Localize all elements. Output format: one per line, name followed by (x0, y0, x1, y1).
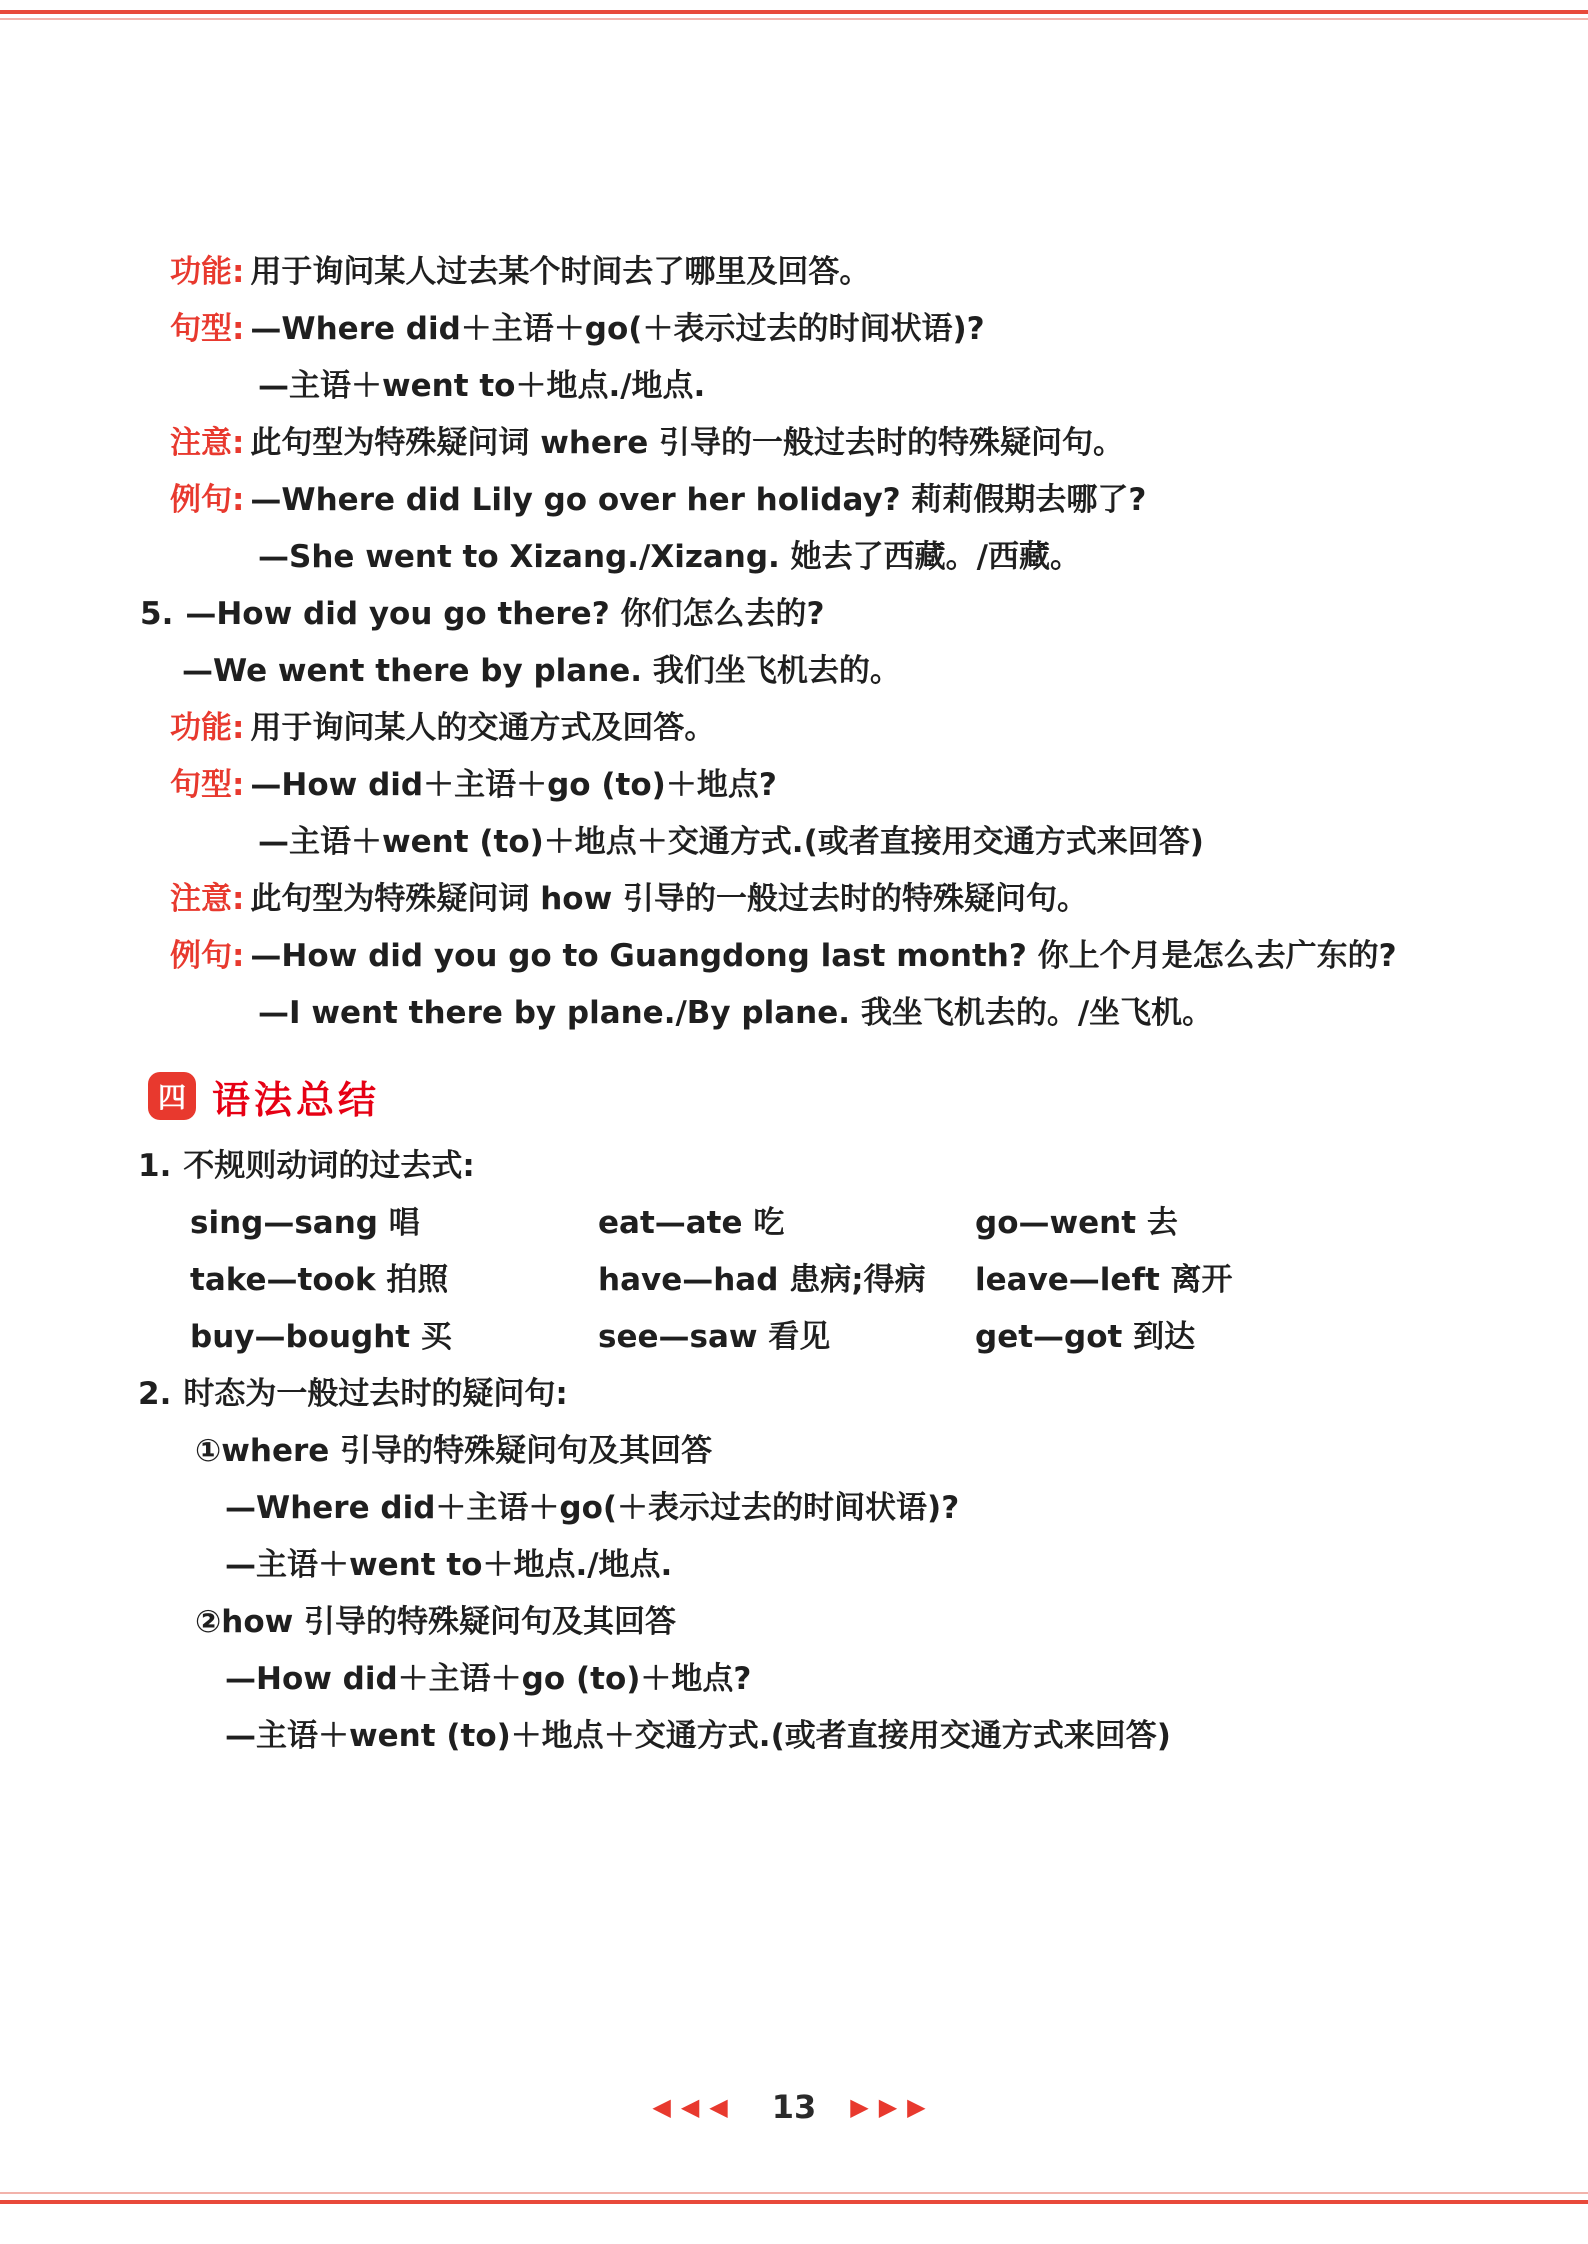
sentence-line (170, 871, 1558, 928)
line-text: —Where did＋主语＋go(＋表示过去的时间状语)? (225, 1490, 960, 1526)
sentence-line (170, 928, 1558, 985)
item-number: 1. (138, 1148, 172, 1184)
right-arrows-icon: ▶▶▶ (850, 2093, 936, 2121)
verb-cell: buy—bought 买 (190, 1319, 452, 1355)
sentence-line (182, 643, 1558, 700)
grammar-subline (195, 1423, 1558, 1480)
line-label: 注意: (170, 425, 245, 461)
section-header (148, 1064, 1558, 1128)
sentence-line (140, 586, 1558, 643)
page-footer (0, 2088, 1588, 2126)
line-label: 功能: (170, 710, 245, 746)
grammar-subline (225, 1651, 1558, 1708)
sentence-line (170, 244, 1558, 301)
line-label: 句型: (170, 311, 245, 347)
line-label: 例句: (170, 938, 245, 974)
line-text: —I went there by plane./By plane. 我坐飞机去的。/坐飞机。 (258, 995, 1214, 1031)
bottom-border-line-light (0, 2192, 1588, 2194)
line-label: 功能: (170, 254, 245, 290)
line-label: 注意: (170, 881, 245, 917)
line-text: 用于询问某人过去某个时间去了哪里及回答。 (250, 254, 871, 290)
verb-cell: leave—left 离开 (975, 1262, 1233, 1298)
verb-cell: have—had 患病;得病 (598, 1262, 926, 1298)
line-text: —Where did Lily go over her holiday? 莉莉假期去哪了? (250, 482, 1147, 518)
line-text: 用于询问某人的交通方式及回答。 (250, 710, 716, 746)
line-text: —主语＋went to＋地点./地点. (258, 368, 706, 404)
line-text: —主语＋went to＋地点./地点. (225, 1547, 673, 1583)
top-border-line-dark (0, 10, 1588, 14)
line-label: 例句: (170, 482, 245, 518)
grammar-subline (225, 1708, 1558, 1765)
line-text: 时态为一般过去时的疑问句: (183, 1376, 568, 1412)
line-text: —主语＋went (to)＋地点＋交通方式.(或者直接用交通方式来回答) (225, 1718, 1171, 1754)
grammar-item (138, 1138, 1558, 1195)
line-text: —How did you go there? 你们怎么去的? (185, 596, 825, 632)
irregular-verbs-table (190, 1195, 1558, 1366)
verb-cell: get—got 到达 (975, 1319, 1196, 1355)
bottom-border-line-dark (0, 2200, 1588, 2204)
line-text: —She went to Xizang./Xizang. 她去了西藏。/西藏。 (258, 539, 1081, 575)
line-text: 不规则动词的过去式: (183, 1148, 475, 1184)
grammar-subline (195, 1594, 1558, 1651)
sentence-line (170, 301, 1558, 358)
line-text: —How did＋主语＋go (to)＋地点? (225, 1661, 752, 1697)
section-title: 语法总结 (212, 1077, 381, 1122)
verb-cell: eat—ate 吃 (598, 1205, 785, 1241)
line-text: ②how 引导的特殊疑问句及其回答 (195, 1604, 677, 1640)
line-text: —How did＋主语＋go (to)＋地点? (250, 767, 777, 803)
grammar-subline (225, 1537, 1558, 1594)
grammar-item (138, 1366, 1558, 1423)
item-number: 2. (138, 1376, 172, 1412)
page-number: 13 (771, 2088, 817, 2126)
line-text: —Where did＋主语＋go(＋表示过去的时间状语)? (250, 311, 985, 347)
line-text: —主语＋went (to)＋地点＋交通方式.(或者直接用交通方式来回答) (258, 824, 1204, 860)
sentence-line (258, 358, 1558, 415)
verb-cell: sing—sang 唱 (190, 1205, 420, 1241)
grammar-subline (225, 1480, 1558, 1537)
sentence-line (170, 472, 1558, 529)
line-text: ①where 引导的特殊疑问句及其回答 (195, 1433, 713, 1469)
line-text: —How did you go to Guangdong last month? 你上个月是怎么去广东的? (250, 938, 1397, 974)
left-arrows-icon: ◀◀◀ (652, 2093, 738, 2121)
line-label: 句型: (170, 767, 245, 803)
top-border-line-light (0, 18, 1588, 20)
sentence-line (258, 529, 1558, 586)
line-text: 此句型为特殊疑问词 where 引导的一般过去时的特殊疑问句。 (250, 425, 1125, 461)
sentence-line (170, 415, 1558, 472)
section-number-badge: 四 (148, 1072, 196, 1120)
sentence-line (170, 700, 1558, 757)
verb-cell: go—went 去 (975, 1205, 1178, 1241)
sentence-line (258, 985, 1558, 1042)
verb-cell: see—saw 看见 (598, 1319, 831, 1355)
sentence-line (170, 757, 1558, 814)
line-text: —We went there by plane. 我们坐飞机去的。 (182, 653, 901, 689)
sentence-line (258, 814, 1558, 871)
verb-cell: take—took 拍照 (190, 1262, 449, 1298)
line-text: 此句型为特殊疑问词 how 引导的一般过去时的特殊疑问句。 (250, 881, 1088, 917)
page-content (0, 244, 1558, 1765)
item-number: 5. (140, 596, 174, 632)
